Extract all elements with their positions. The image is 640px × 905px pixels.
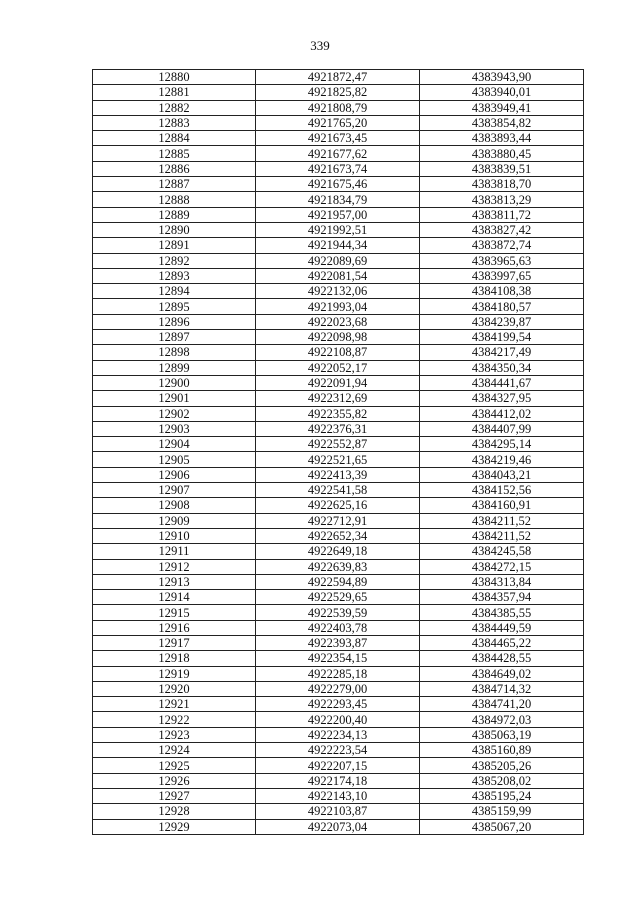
y-coordinate-cell: 4385208,02 <box>420 773 584 788</box>
point-number-cell: 12884 <box>93 131 256 146</box>
x-coordinate-cell: 4922639,83 <box>256 559 420 574</box>
y-coordinate-cell: 4384714,32 <box>420 681 584 696</box>
point-number-cell: 12901 <box>93 391 256 406</box>
table-row <box>93 483 584 498</box>
y-coordinate-cell: 4384313,84 <box>420 574 584 589</box>
table-row <box>93 284 584 299</box>
x-coordinate-cell: 4921673,74 <box>256 161 420 176</box>
x-coordinate-cell: 4922285,18 <box>256 666 420 681</box>
table-row <box>93 85 584 100</box>
y-coordinate-cell: 4383818,70 <box>420 177 584 192</box>
x-coordinate-cell: 4922207,15 <box>256 758 420 773</box>
y-coordinate-cell: 4383813,29 <box>420 192 584 207</box>
table-row <box>93 727 584 742</box>
x-coordinate-cell: 4922312,69 <box>256 391 420 406</box>
y-coordinate-cell: 4385205,26 <box>420 758 584 773</box>
point-number-cell: 12924 <box>93 743 256 758</box>
point-number-cell: 12923 <box>93 727 256 742</box>
y-coordinate-cell: 4384219,46 <box>420 452 584 467</box>
y-coordinate-cell: 4383943,90 <box>420 70 584 85</box>
y-coordinate-cell: 4385195,24 <box>420 788 584 803</box>
x-coordinate-cell: 4921944,34 <box>256 238 420 253</box>
table-row <box>93 620 584 635</box>
point-number-cell: 12894 <box>93 284 256 299</box>
y-coordinate-cell: 4384350,34 <box>420 360 584 375</box>
point-number-cell: 12919 <box>93 666 256 681</box>
y-coordinate-cell: 4384217,49 <box>420 345 584 360</box>
x-coordinate-cell: 4922143,10 <box>256 788 420 803</box>
y-coordinate-cell: 4383872,74 <box>420 238 584 253</box>
y-coordinate-cell: 4383880,45 <box>420 146 584 161</box>
point-number-cell: 12891 <box>93 238 256 253</box>
x-coordinate-cell: 4921825,82 <box>256 85 420 100</box>
table-row <box>93 360 584 375</box>
y-coordinate-cell: 4384180,57 <box>420 299 584 314</box>
point-number-cell: 12885 <box>93 146 256 161</box>
point-number-cell: 12912 <box>93 559 256 574</box>
x-coordinate-cell: 4922132,06 <box>256 284 420 299</box>
point-number-cell: 12927 <box>93 788 256 803</box>
y-coordinate-cell: 4383827,42 <box>420 222 584 237</box>
x-coordinate-cell: 4922098,98 <box>256 330 420 345</box>
table-row <box>93 544 584 559</box>
table-row <box>93 605 584 620</box>
point-number-cell: 12906 <box>93 467 256 482</box>
y-coordinate-cell: 4384465,22 <box>420 635 584 650</box>
point-number-cell: 12903 <box>93 421 256 436</box>
x-coordinate-cell: 4922081,54 <box>256 268 420 283</box>
table-row <box>93 559 584 574</box>
coordinates-table <box>92 69 584 835</box>
x-coordinate-cell: 4922089,69 <box>256 253 420 268</box>
y-coordinate-cell: 4384741,20 <box>420 697 584 712</box>
x-coordinate-cell: 4922529,65 <box>256 590 420 605</box>
x-coordinate-cell: 4921834,79 <box>256 192 420 207</box>
point-number-cell: 12890 <box>93 222 256 237</box>
x-coordinate-cell: 4922541,58 <box>256 483 420 498</box>
point-number-cell: 12905 <box>93 452 256 467</box>
x-coordinate-cell: 4922073,04 <box>256 819 420 834</box>
x-coordinate-cell: 4922393,87 <box>256 635 420 650</box>
table-row <box>93 804 584 819</box>
y-coordinate-cell: 4383893,44 <box>420 131 584 146</box>
table-row <box>93 161 584 176</box>
point-number-cell: 12902 <box>93 406 256 421</box>
point-number-cell: 12893 <box>93 268 256 283</box>
point-number-cell: 12917 <box>93 635 256 650</box>
x-coordinate-cell: 4921673,45 <box>256 131 420 146</box>
y-coordinate-cell: 4384385,55 <box>420 605 584 620</box>
x-coordinate-cell: 4922223,54 <box>256 743 420 758</box>
table-row <box>93 222 584 237</box>
x-coordinate-cell: 4922200,40 <box>256 712 420 727</box>
x-coordinate-cell: 4921992,51 <box>256 222 420 237</box>
point-number-cell: 12928 <box>93 804 256 819</box>
x-coordinate-cell: 4922174,18 <box>256 773 420 788</box>
y-coordinate-cell: 4384428,55 <box>420 651 584 666</box>
point-number-cell: 12892 <box>93 253 256 268</box>
x-coordinate-cell: 4922376,31 <box>256 421 420 436</box>
point-number-cell: 12914 <box>93 590 256 605</box>
table-row <box>93 635 584 650</box>
point-number-cell: 12916 <box>93 620 256 635</box>
table-row <box>93 330 584 345</box>
x-coordinate-cell: 4922625,16 <box>256 498 420 513</box>
table-row <box>93 391 584 406</box>
point-number-cell: 12886 <box>93 161 256 176</box>
y-coordinate-cell: 4383811,72 <box>420 207 584 222</box>
table-row <box>93 238 584 253</box>
x-coordinate-cell: 4922103,87 <box>256 804 420 819</box>
table-row <box>93 788 584 803</box>
table-row <box>93 437 584 452</box>
table-row <box>93 131 584 146</box>
y-coordinate-cell: 4384272,15 <box>420 559 584 574</box>
table-row <box>93 743 584 758</box>
x-coordinate-cell: 4921677,62 <box>256 146 420 161</box>
x-coordinate-cell: 4922652,34 <box>256 528 420 543</box>
point-number-cell: 12908 <box>93 498 256 513</box>
table-row <box>93 651 584 666</box>
y-coordinate-cell: 4383965,63 <box>420 253 584 268</box>
table-row <box>93 268 584 283</box>
y-coordinate-cell: 4384441,67 <box>420 375 584 390</box>
y-coordinate-cell: 4384972,03 <box>420 712 584 727</box>
page-number: 339 <box>310 38 330 53</box>
y-coordinate-cell: 4384649,02 <box>420 666 584 681</box>
x-coordinate-cell: 4922091,94 <box>256 375 420 390</box>
table-row <box>93 421 584 436</box>
table-row <box>93 452 584 467</box>
table-row <box>93 819 584 834</box>
y-coordinate-cell: 4385160,89 <box>420 743 584 758</box>
point-number-cell: 12904 <box>93 437 256 452</box>
table-row <box>93 253 584 268</box>
y-coordinate-cell: 4384239,87 <box>420 314 584 329</box>
y-coordinate-cell: 4384357,94 <box>420 590 584 605</box>
table-row <box>93 207 584 222</box>
x-coordinate-cell: 4922355,82 <box>256 406 420 421</box>
y-coordinate-cell: 4384407,99 <box>420 421 584 436</box>
y-coordinate-cell: 4384152,56 <box>420 483 584 498</box>
table-row <box>93 314 584 329</box>
x-coordinate-cell: 4921872,47 <box>256 70 420 85</box>
point-number-cell: 12896 <box>93 314 256 329</box>
y-coordinate-cell: 4385159,99 <box>420 804 584 819</box>
table-row <box>93 177 584 192</box>
point-number-cell: 12888 <box>93 192 256 207</box>
point-number-cell: 12929 <box>93 819 256 834</box>
point-number-cell: 12897 <box>93 330 256 345</box>
y-coordinate-cell: 4384160,91 <box>420 498 584 513</box>
table-row <box>93 528 584 543</box>
x-coordinate-cell: 4922413,39 <box>256 467 420 482</box>
point-number-cell: 12887 <box>93 177 256 192</box>
table-row <box>93 192 584 207</box>
x-coordinate-cell: 4922403,78 <box>256 620 420 635</box>
coordinates-table-body <box>93 70 584 835</box>
x-coordinate-cell: 4922594,89 <box>256 574 420 589</box>
x-coordinate-cell: 4922552,87 <box>256 437 420 452</box>
y-coordinate-cell: 4384211,52 <box>420 513 584 528</box>
point-number-cell: 12925 <box>93 758 256 773</box>
x-coordinate-cell: 4922279,00 <box>256 681 420 696</box>
x-coordinate-cell: 4922052,17 <box>256 360 420 375</box>
table-row <box>93 467 584 482</box>
y-coordinate-cell: 4383854,82 <box>420 115 584 130</box>
table-row <box>93 375 584 390</box>
x-coordinate-cell: 4922108,87 <box>256 345 420 360</box>
point-number-cell: 12895 <box>93 299 256 314</box>
y-coordinate-cell: 4385063,19 <box>420 727 584 742</box>
point-number-cell: 12913 <box>93 574 256 589</box>
point-number-cell: 12900 <box>93 375 256 390</box>
table-row <box>93 498 584 513</box>
y-coordinate-cell: 4383949,41 <box>420 100 584 115</box>
point-number-cell: 12883 <box>93 115 256 130</box>
table-row <box>93 681 584 696</box>
x-coordinate-cell: 4921808,79 <box>256 100 420 115</box>
y-coordinate-cell: 4384043,21 <box>420 467 584 482</box>
table-row <box>93 574 584 589</box>
point-number-cell: 12882 <box>93 100 256 115</box>
y-coordinate-cell: 4383940,01 <box>420 85 584 100</box>
x-coordinate-cell: 4922539,59 <box>256 605 420 620</box>
x-coordinate-cell: 4922234,13 <box>256 727 420 742</box>
y-coordinate-cell: 4383839,51 <box>420 161 584 176</box>
point-number-cell: 12907 <box>93 483 256 498</box>
table-row <box>93 758 584 773</box>
y-coordinate-cell: 4384412,02 <box>420 406 584 421</box>
table-row <box>93 406 584 421</box>
table-row <box>93 115 584 130</box>
y-coordinate-cell: 4385067,20 <box>420 819 584 834</box>
table-row <box>93 100 584 115</box>
point-number-cell: 12911 <box>93 544 256 559</box>
table-row <box>93 513 584 528</box>
table-row <box>93 697 584 712</box>
point-number-cell: 12920 <box>93 681 256 696</box>
x-coordinate-cell: 4922712,91 <box>256 513 420 528</box>
point-number-cell: 12921 <box>93 697 256 712</box>
point-number-cell: 12918 <box>93 651 256 666</box>
y-coordinate-cell: 4384295,14 <box>420 437 584 452</box>
x-coordinate-cell: 4921765,20 <box>256 115 420 130</box>
point-number-cell: 12922 <box>93 712 256 727</box>
y-coordinate-cell: 4384199,54 <box>420 330 584 345</box>
x-coordinate-cell: 4921957,00 <box>256 207 420 222</box>
x-coordinate-cell: 4921993,04 <box>256 299 420 314</box>
point-number-cell: 12898 <box>93 345 256 360</box>
point-number-cell: 12915 <box>93 605 256 620</box>
table-row <box>93 666 584 681</box>
point-number-cell: 12910 <box>93 528 256 543</box>
point-number-cell: 12881 <box>93 85 256 100</box>
x-coordinate-cell: 4922521,65 <box>256 452 420 467</box>
point-number-cell: 12889 <box>93 207 256 222</box>
point-number-cell: 12926 <box>93 773 256 788</box>
y-coordinate-cell: 4384449,59 <box>420 620 584 635</box>
point-number-cell: 12880 <box>93 70 256 85</box>
table-row <box>93 773 584 788</box>
table-row <box>93 70 584 85</box>
y-coordinate-cell: 4383997,65 <box>420 268 584 283</box>
table-row <box>93 146 584 161</box>
x-coordinate-cell: 4922293,45 <box>256 697 420 712</box>
point-number-cell: 12909 <box>93 513 256 528</box>
x-coordinate-cell: 4922354,15 <box>256 651 420 666</box>
point-number-cell: 12899 <box>93 360 256 375</box>
x-coordinate-cell: 4921675,46 <box>256 177 420 192</box>
y-coordinate-cell: 4384211,52 <box>420 528 584 543</box>
x-coordinate-cell: 4922023,68 <box>256 314 420 329</box>
y-coordinate-cell: 4384108,38 <box>420 284 584 299</box>
table-row <box>93 712 584 727</box>
y-coordinate-cell: 4384327,95 <box>420 391 584 406</box>
table-row <box>93 590 584 605</box>
table-row <box>93 345 584 360</box>
table-row <box>93 299 584 314</box>
x-coordinate-cell: 4922649,18 <box>256 544 420 559</box>
y-coordinate-cell: 4384245,58 <box>420 544 584 559</box>
